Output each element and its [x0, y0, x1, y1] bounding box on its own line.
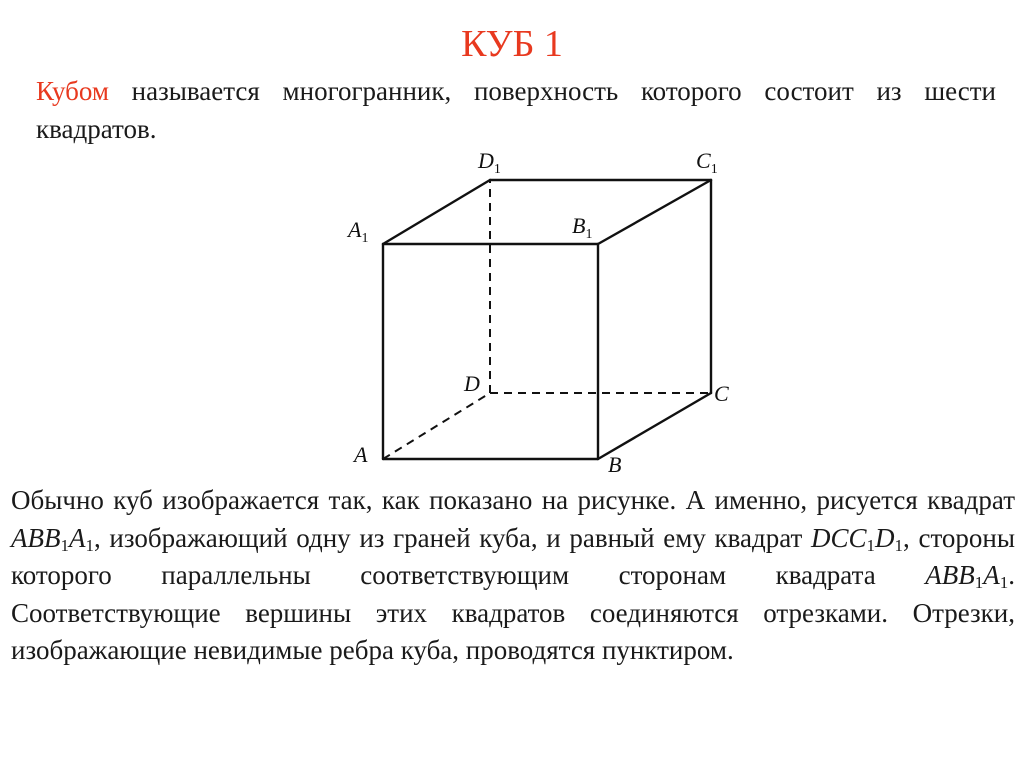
definition-term: Кубом [36, 76, 109, 106]
math-dcc1d1: $DCC_1D_1$ [811, 522, 904, 555]
vertex-label-a1: $A_1$ [348, 217, 369, 246]
vertex-label-d: D [464, 371, 480, 396]
math-abb1a1-second: $ABB_1A_1$ [925, 560, 1009, 592]
cube-description: Обычно куб изображается так, как показано на рисунке. А именно, рисуется квадрат $ABB_1A_1$, изображающий одну из граней куба, и равный ему квадрат $DCC_1D_1$, стороны которого параллельны соответствующим сторонам квадрата $ABB_1A_1$. Соответствующие вершины этих квадратов соединяются отрезками. Отрезки, изображающие невидимые ребра куба, проводятся пунктиром. [11, 485, 1015, 665]
definition-text: называется многогранник, поверхность которого состоит из шести квадратов. [36, 76, 996, 144]
hidden-edge-ad [383, 393, 490, 459]
vertex-label-b: B [608, 452, 622, 477]
edge-bc [598, 393, 711, 459]
vertex-label-b1: $B_1$ [572, 213, 593, 242]
edge-b1c1 [598, 180, 711, 244]
math-abb1a1: $ABB_1A_1$ [11, 522, 94, 555]
vertex-label-c1: $C_1$ [696, 148, 718, 177]
cube-figure [340, 140, 780, 485]
vertex-label-c: C [714, 381, 729, 406]
vertex-label-d1: $D_1$ [478, 148, 501, 177]
vertex-label-a: A [354, 442, 368, 467]
edge-a1d1 [383, 180, 490, 244]
slide-title: КУБ 1 [461, 23, 563, 65]
cube-definition [36, 72, 996, 148]
